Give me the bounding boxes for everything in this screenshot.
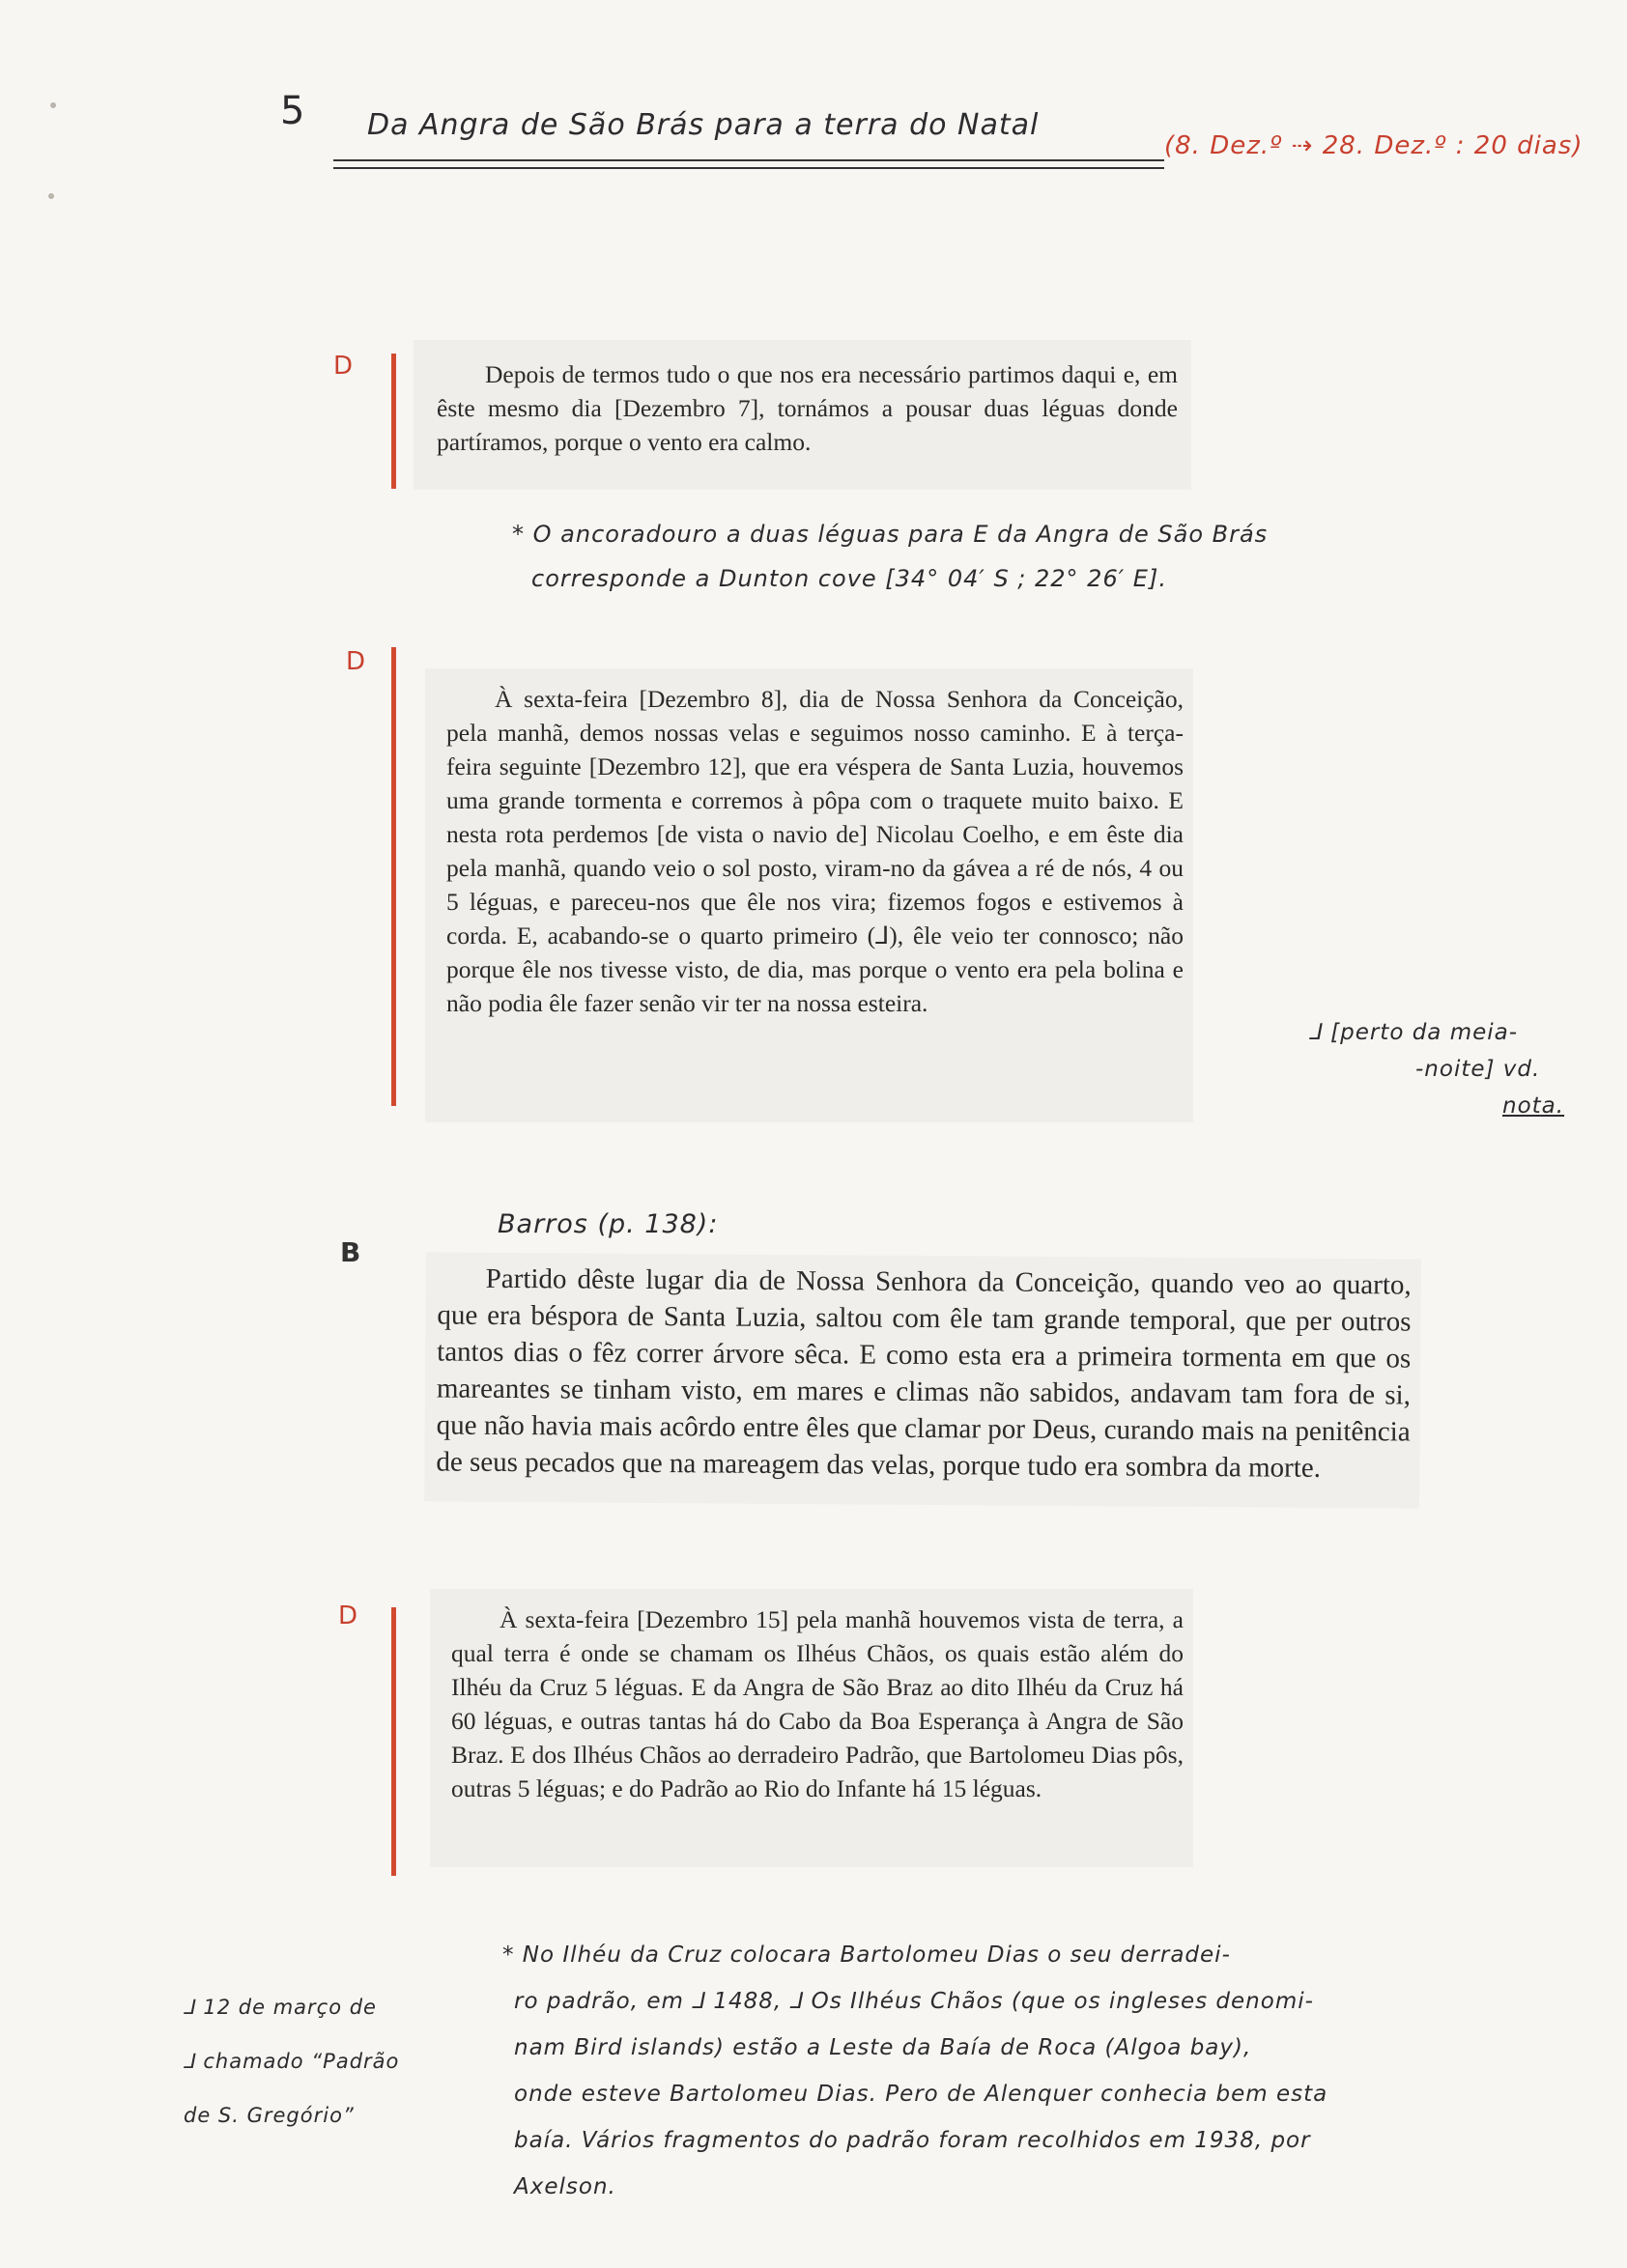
scan-speck (48, 193, 54, 199)
annotation-ilheu-da-cruz (502, 1932, 1327, 2210)
marker-d-3: D (338, 1602, 358, 1630)
left-note-line3: de S. Gregório” (184, 2104, 355, 2127)
note2-line1: * No Ilhéu da Cruz colocara Bartolomeu Dias o seu derradei- (502, 1942, 1231, 1968)
left-note-line1: ⅃ 12 de março de (184, 1996, 377, 2019)
clip-excerpt-1 (414, 340, 1191, 490)
left-margin-annotation (184, 1980, 399, 2142)
red-bar-3 (391, 1607, 396, 1876)
clip-excerpt-4 (430, 1589, 1193, 1867)
title-dates: (8. Dez.º ⇢ 28. Dez.º : 20 dias) (1164, 131, 1584, 160)
scan-speck (50, 102, 56, 108)
note1-line2: corresponde a Dunton cove [34° 04′ S ; 22° 26′ E]. (531, 565, 1167, 592)
marker-b: B (340, 1236, 361, 1268)
clip4-text: À sexta-feira [Dezembro 15] pela manhã houvemos vista de terra, a qual terra é onde se chamam os Ilhéus Chãos, os quais estão além do Ilhéu da Cruz 5 léguas. E da Angra de São Braz ao dito Ilhéu da Cruz há 60 léguas, e outras tantas há do Cabo da Boa Esperança à Angra de São Braz. E dos Ilhéus Chãos ao derradeiro Padrão, que Bartolomeu Dias pôs, outras 5 léguas; e do Padrão ao Rio do Infante há 15 léguas. (451, 1605, 1184, 1802)
note2-line3: nam Bird islands) estão a Leste da Baía de Roca (Algoa bay), (514, 2035, 1252, 2060)
side-note-line1: ⅃ [perto da meia- (1309, 1020, 1519, 1045)
note2-line4: onde esteve Bartolomeu Dias. Pero de Alenquer conhecia bem esta (514, 2082, 1328, 2107)
red-bar-1 (391, 354, 396, 489)
page-title: Da Angra de São Brás para a terra do Natal (367, 108, 1040, 142)
red-bar-2 (391, 647, 396, 1106)
note2-line6: Axelson. (514, 2174, 616, 2199)
side-annotation-meia-noite (1309, 1014, 1564, 1124)
clip2-text: À sexta-feira [Dezembro 8], dia de Nossa Senhora da Conceição, pela manhã, demos nossas velas e seguimos nosso caminho. E à terça-feira seguinte [Dezembro 12], que era véspera de Santa Luzia, houvemos uma grande tormenta e corremos à pôpa com o traquete muito baixo. E nesta rota perdemos [de vista o navio de] Nicolau Coelho, e em êste dia pela manhã, quando veio o sol posto, viram-no da gávea a ré de nós, 4 ou 5 léguas, e pareceu-nos que êle nos vira; fizemos fogos e estivemos à corda. E, acabando-se o quarto primeiro (⅃), êle veio ter connosco; não porque êle nos tivesse visto, de dia, mas porque o vento era pela bolina e não podia êle fazer senão vir ter na nossa esteira. (446, 685, 1184, 1017)
clip-excerpt-barros (424, 1252, 1421, 1508)
note1-line1: * O ancoradouro a duas léguas para E da Angra de São Brás (512, 521, 1269, 548)
title-underline (333, 159, 1164, 169)
annotation-ancoradouro (512, 512, 1268, 601)
clip3-text: Partido dêste lugar dia de Nossa Senhora da Conceição, quando veo ao quarto, que era béspora de Santa Luzia, saltou com êle tam grande temporal, que per outros tantos dias o fêz correr árvore sêca. E como esta era a primeira tormenta em que os mareantes se tinham visto, em mares e climas não sabidos, andavam tam fora de si, que não havia mais acôrdo entre êles que clamar por Deus, curando mais na penitência de seus pecados que na mareagem das velas, porque tudo era sombra da morte. (436, 1262, 1412, 1484)
note2-line5: baía. Vários fragmentos do padrão foram recolhidos em 1938, por (514, 2128, 1311, 2153)
barros-label: Barros (p. 138): (498, 1209, 719, 1239)
clip1-text: Depois de termos tudo o que nos era necessário partimos daqui e, em êste mesmo dia [Dezembro 7], tornámos a pousar duas léguas donde partíramos, porque o vento era calmo. (437, 360, 1178, 456)
marker-d-2: D (346, 647, 366, 676)
marker-d-1: D (333, 352, 354, 381)
side-note-line2: -noite] vd. (1415, 1057, 1541, 1082)
page-number: 5 (280, 89, 305, 133)
clip-excerpt-2 (425, 668, 1193, 1122)
note2-line2: ro padrão, em ⅃ 1488, ⅃ Os Ilhéus Chãos (que os ingleses denomi- (514, 1989, 1314, 2014)
left-note-line2: ⅃ chamado “Padrão (184, 2050, 400, 2073)
side-note-line3: nota. (1502, 1093, 1565, 1119)
